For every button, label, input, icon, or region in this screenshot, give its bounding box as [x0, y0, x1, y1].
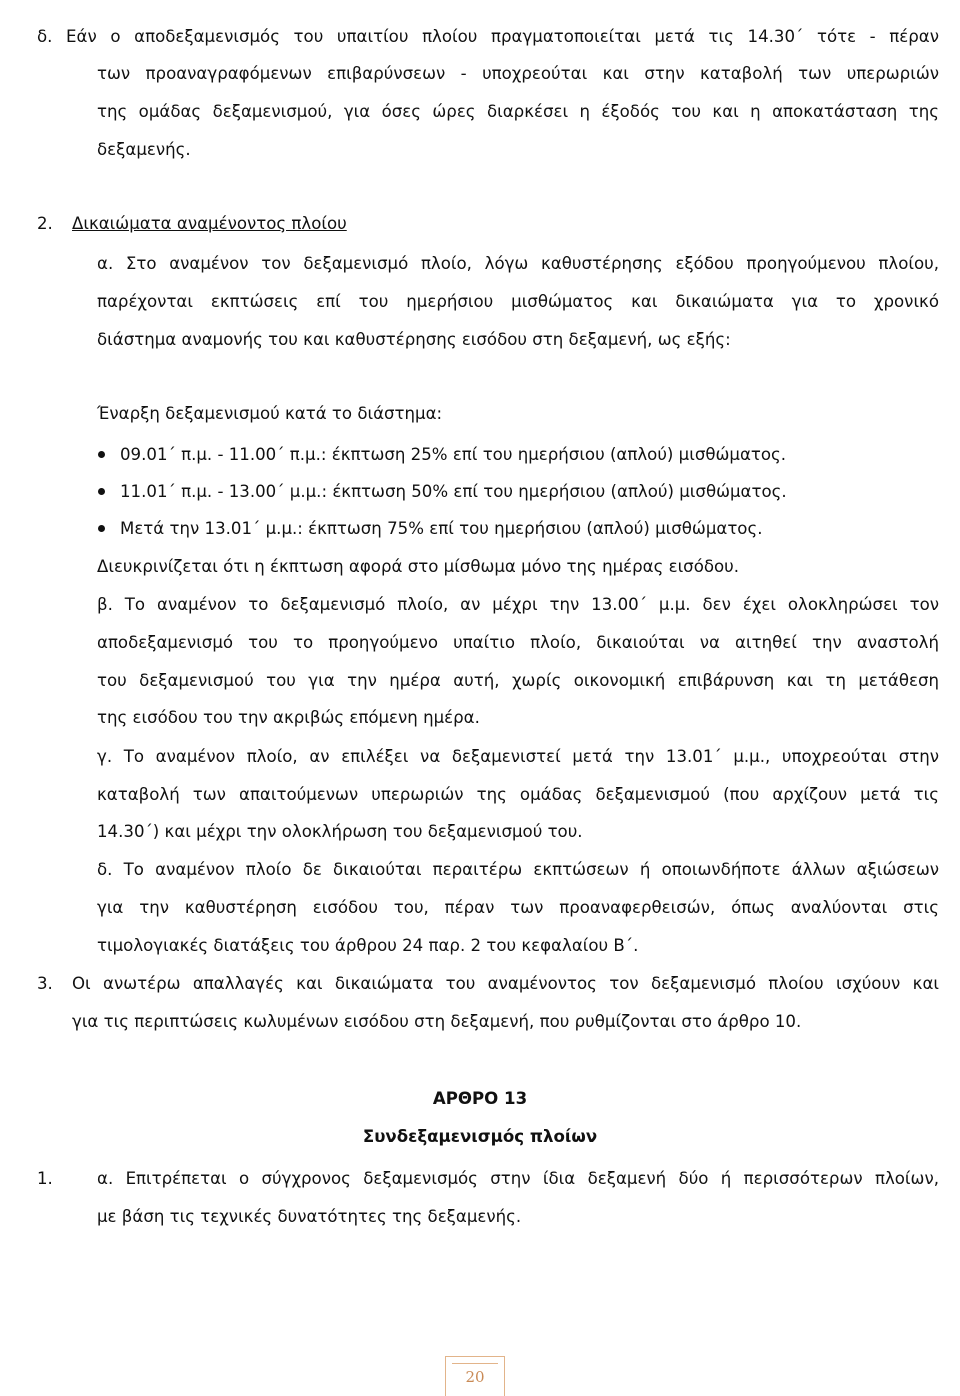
paragraph-delta-top-line-1: δ. Εάν ο αποδεξαμενισμός του υπαιτίου πλοίου πραγματοποιείται μετά τις 14.30΄ τότε - πέραν [37, 27, 939, 46]
paragraph-alpha-line-2: παρέχονται εκπτώσεις επί του ημερήσιου μισθώματος και δικαιώματα για το χρονικό [97, 292, 939, 311]
text-line [72, 973, 939, 995]
paragraph-delta-line-2: για την καθυστέρηση εισόδου του, πέραν των προαναφερθεισών, όπως αναλύονται στις [97, 898, 939, 917]
section-2-heading: Δικαιώματα αναμένοντος πλοίου [72, 214, 347, 233]
paragraph-delta-line-3: τιμολογιακές διατάξεις του άρθρου 24 παρ. 2 του κεφαλαίου Β΄. [97, 936, 639, 955]
text-line [97, 291, 939, 313]
page-number-box [445, 1356, 505, 1396]
article-subtitle: Συνδεξαμενισμός πλοίων [362, 1127, 598, 1146]
start-label: Έναρξη δεξαμενισμού κατά το διάστημα: [97, 404, 443, 423]
text-line [97, 1168, 939, 1190]
text-line [97, 594, 939, 616]
paragraph-delta-top-line-3: της ομάδας δεξαμενισμού, για όσες ώρες διαρκέσει η έξοδός του και η αποκατάσταση της [97, 102, 939, 121]
section-2-number: 2. [37, 214, 53, 233]
text-line [97, 63, 939, 85]
clarification-text: Διευκρινίζεται ότι η έκπτωση αφορά στο μίσθωμα μόνο της ημέρας εισόδου. [97, 557, 740, 576]
text-line [97, 632, 939, 654]
text-line [97, 101, 939, 123]
paragraph-delta-line-1: δ. Το αναμένον πλοίο δε δικαιούται περαιτέρω εκπτώσεων ή οποιωνδήποτε άλλων αξιώσεων [97, 860, 939, 879]
bullet-item: Μετά την 13.01΄ μ.μ.: έκπτωση 75% επί του ημερήσιου (απλού) μισθώματος. [120, 519, 763, 538]
bullet-item: 11.01΄ π.μ. - 13.00΄ μ.μ.: έκπτωση 50% επί του ημερήσιου (απλού) μισθώματος. [120, 482, 787, 501]
text-line [37, 26, 939, 48]
text-line [97, 897, 939, 919]
bullet-icon [98, 488, 105, 495]
bullet-item: 09.01΄ π.μ. - 11.00΄ π.μ.: έκπτωση 25% επί του ημερήσιου (απλού) μισθώματος. [120, 445, 787, 464]
text-line [97, 859, 939, 881]
section-1-line-2: με βάση τις τεχνικές δυνατότητες της δεξαμενής. [97, 1207, 522, 1226]
text-line [97, 253, 939, 275]
paragraph-alpha-line-1: α. Στο αναμένον τον δεξαμενισμό πλοίο, λόγω καθυστέρησης εξόδου προηγούμενου πλοίου, [97, 254, 939, 273]
paragraph-gamma-line-3: 14.30΄) και μέχρι την ολοκλήρωση του δεξαμενισμού του. [97, 822, 583, 841]
paragraph-beta-line-4: της εισόδου του την ακριβώς επόμενη ημέρα. [97, 708, 480, 727]
paragraph-beta-line-3: του δεξαμενισμού του για την ημέρα αυτή, χωρίς οικονομική επιβάρυνση και τη μετάθεση [97, 671, 939, 690]
paragraph-gamma-line-2: καταβολή των απαιτούμενων υπερωριών της ομάδας δεξαμενισμού (που αρχίζουν μετά τις [97, 785, 939, 804]
section-3-line-1: Οι ανωτέρω απαλλαγές και δικαιώματα του αναμένοντος τον δεξαμενισμό πλοίου ισχύουν και [72, 974, 939, 993]
paragraph-beta-line-2: αποδεξαμενισμό του το προηγούμενο υπαίτιο πλοίο, δικαιούται να αιτηθεί την αναστολή [97, 633, 939, 652]
paragraph-delta-top-line-4: δεξαμενής. [97, 140, 191, 159]
section-1-line-1: α. Επιτρέπεται ο σύγχρονος δεξαμενισμός στην ίδια δεξαμενή δύο ή περισσότερων πλοίων, [97, 1169, 939, 1188]
article-title: ΑΡΘΡΟ 13 [432, 1089, 528, 1108]
bullet-icon [98, 525, 105, 532]
text-line [97, 746, 939, 768]
paragraph-gamma-line-1: γ. Το αναμένον πλοίο, αν επιλέξει να δεξαμενιστεί μετά την 13.01΄ μ.μ., υποχρεούται στην [97, 747, 939, 766]
paragraph-delta-top-line-2: των προαναγραφόμενων επιβαρύνσεων - υποχρεούται και στην καταβολή των υπερωριών [97, 64, 939, 83]
section-1-number: 1. [37, 1169, 53, 1188]
page-number: 20 [465, 1367, 485, 1386]
text-line [97, 670, 939, 692]
text-line [97, 784, 939, 806]
section-3-line-2: για τις περιπτώσεις κωλυμένων εισόδου στη δεξαμενή, που ρυθμίζονται στο άρθρο 10. [72, 1012, 802, 1031]
paragraph-beta-line-1: β. Το αναμένον το δεξαμενισμό πλοίο, αν μέχρι την 13.00΄ μ.μ. δεν έχει ολοκληρώσει τον [97, 595, 939, 614]
bullet-icon [98, 451, 105, 458]
section-3-number: 3. [37, 974, 53, 993]
paragraph-alpha-line-3: διάστημα αναμονής του και καθυστέρησης εισόδου στη δεξαμενή, ως εξής: [97, 330, 731, 349]
